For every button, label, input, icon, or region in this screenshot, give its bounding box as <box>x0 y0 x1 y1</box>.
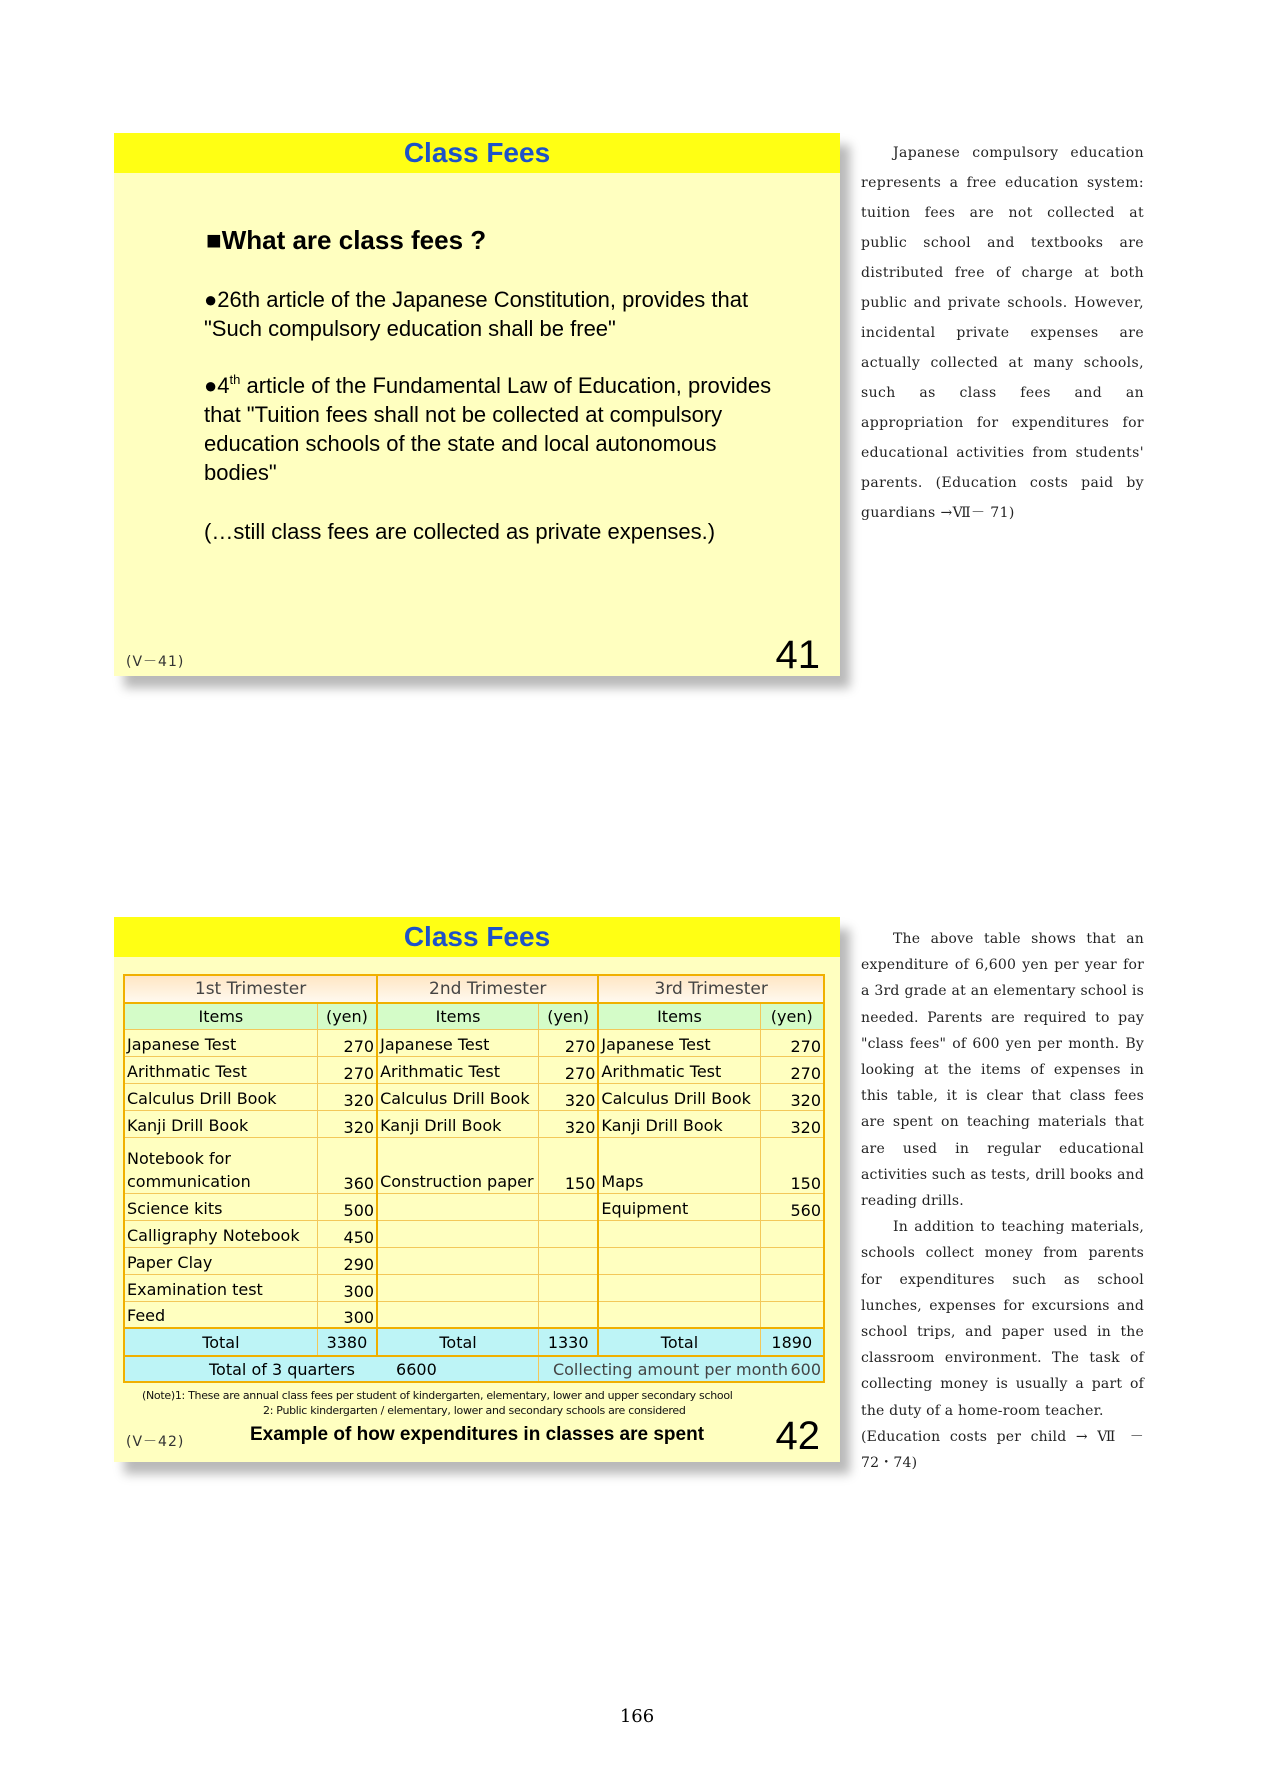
col-yen: (yen) <box>760 1003 824 1029</box>
cell-item: Calligraphy Notebook <box>124 1220 317 1247</box>
cell-amount: 360 <box>317 1137 377 1193</box>
cell-amount: 320 <box>760 1110 824 1137</box>
cell-amount: 270 <box>317 1029 377 1056</box>
cell-amount <box>538 1193 598 1220</box>
cell-amount: 320 <box>760 1083 824 1110</box>
side-text-1 <box>861 138 1144 528</box>
table-note-2: 2: Public kindergarten / elementary, lower and secondary schools are considered <box>263 1404 686 1417</box>
cell-item: Equipment <box>598 1193 760 1220</box>
cell-item: Kanji Drill Book <box>377 1110 538 1137</box>
cell-amount: 320 <box>538 1083 598 1110</box>
table-row <box>124 1110 824 1137</box>
slide-number: 41 <box>775 633 820 677</box>
cell-amount <box>760 1247 824 1274</box>
table-row <box>124 1301 824 1328</box>
cell-item <box>598 1274 760 1301</box>
slide-reference: (V－41) <box>126 654 185 670</box>
cell-item <box>598 1247 760 1274</box>
cell-item: Notebook for communication <box>124 1137 317 1193</box>
slide-number: 42 <box>775 1414 820 1458</box>
cell-amount: 320 <box>317 1083 377 1110</box>
cell-amount: 270 <box>538 1056 598 1083</box>
side-paragraph: The above table shows that an expenditure of 6,600 yen per year for a 3rd grade at an elementary school is needed. Parents are required to pay "class fees" of 600 yen per month. By looking at the items of expenses in this table, it is clear that class fees are spent on teaching materials that are used in regular educational activities such as tests, drill books and reading drills. <box>861 931 1144 1210</box>
slide-41 <box>114 133 840 676</box>
cell-item: Arithmatic Test <box>598 1056 760 1083</box>
trimester-1-header: 1st Trimester <box>124 975 377 1003</box>
cell-amount <box>760 1301 824 1328</box>
table-row <box>124 1247 824 1274</box>
table-row <box>124 1083 824 1110</box>
cell-item: Kanji Drill Book <box>124 1110 317 1137</box>
cell-amount: 450 <box>317 1220 377 1247</box>
cell-item: Japanese Test <box>598 1029 760 1056</box>
table-row <box>124 1056 824 1083</box>
cell-item: Kanji Drill Book <box>598 1110 760 1137</box>
cell-amount: 560 <box>760 1193 824 1220</box>
trimester-row <box>124 975 824 1003</box>
slide-title: Class Fees <box>403 137 551 168</box>
cell-item: Calculus Drill Book <box>124 1083 317 1110</box>
bullet-private-expenses: (…still class fees are collected as private expenses.) <box>204 519 716 544</box>
monthly-value: 600 <box>790 1359 821 1379</box>
cell-amount: 300 <box>317 1301 377 1328</box>
cell-amount: 150 <box>760 1137 824 1193</box>
class-fees-table <box>123 974 825 1383</box>
column-header-row <box>124 1003 824 1029</box>
cell-amount: 150 <box>538 1137 598 1193</box>
cell-item: Construction paper <box>377 1137 538 1193</box>
table-row <box>124 1220 824 1247</box>
cell-item <box>377 1274 538 1301</box>
side-text-2 <box>861 926 1144 1476</box>
total-row <box>124 1328 824 1356</box>
cell-item <box>377 1247 538 1274</box>
cell-item <box>377 1193 538 1220</box>
cell-item: Calculus Drill Book <box>377 1083 538 1110</box>
grand-total-row <box>124 1356 824 1382</box>
slide-header <box>114 917 840 957</box>
total-label: Total <box>377 1328 538 1356</box>
cell-amount: 320 <box>538 1110 598 1137</box>
col-items: Items <box>124 1003 317 1029</box>
grand-total-label: Total of 3 quarters <box>209 1359 355 1379</box>
ordinal-suffix: th <box>229 372 241 387</box>
cell-item <box>377 1301 538 1328</box>
table-note-1: (Note)1: These are annual class fees per student of kindergarten, elementary, lower and upper secondary school <box>142 1389 733 1402</box>
page-number: 166 <box>619 1706 655 1727</box>
table-body <box>124 975 824 1382</box>
total-value: 1890 <box>760 1328 824 1356</box>
cell-amount <box>538 1220 598 1247</box>
trimester-2-header: 2nd Trimester <box>377 975 598 1003</box>
bullet-text: article of the Fundamental Law of Education, provides that "Tuition fees shall not be collected at compulsory education schools of the state and local autonomous bodies" <box>204 373 772 485</box>
cell-item: Japanese Test <box>124 1029 317 1056</box>
cell-amount <box>538 1301 598 1328</box>
cell-amount <box>760 1274 824 1301</box>
slide-header <box>114 133 840 173</box>
cell-amount <box>760 1220 824 1247</box>
side-paragraph: In addition to teaching materials, schools collect money from parents for expenditures such as school lunches, expenses for excursions and school trips, and paper used in the classroom environment. The task of collecting money is usually a part of the duty of a home-room teacher. <box>861 1219 1144 1419</box>
table-row <box>124 1137 824 1193</box>
bullet-constitution: ●26th article of the Japanese Constitution, provides that "Such compulsory education shall be free" <box>204 287 749 341</box>
cell-amount: 290 <box>317 1247 377 1274</box>
cell-amount: 320 <box>317 1110 377 1137</box>
slide-42 <box>114 917 840 1462</box>
trimester-3-header: 3rd Trimester <box>598 975 824 1003</box>
cell-item <box>598 1220 760 1247</box>
col-items: Items <box>377 1003 538 1029</box>
slide-caption: Example of how expenditures in classes are spent <box>249 1424 705 1445</box>
bullet-fundamental-law <box>204 371 784 487</box>
slide-reference: (V－42) <box>126 1434 185 1450</box>
side-paragraph: (Education costs per child → Ⅶ － 72・74) <box>861 1428 1144 1472</box>
cell-amount: 270 <box>760 1029 824 1056</box>
cell-amount: 500 <box>317 1193 377 1220</box>
cell-item: Maps <box>598 1137 760 1193</box>
cell-item: Calculus Drill Book <box>598 1083 760 1110</box>
cell-item <box>598 1301 760 1328</box>
slide-title: Class Fees <box>403 921 551 952</box>
cell-item: Arithmatic Test <box>124 1056 317 1083</box>
slide-heading: ■What are class fees ? <box>206 225 487 255</box>
cell-item: Arithmatic Test <box>377 1056 538 1083</box>
cell-amount: 300 <box>317 1274 377 1301</box>
monthly-cell <box>538 1356 824 1382</box>
col-yen: (yen) <box>538 1003 598 1029</box>
cell-amount: 270 <box>317 1056 377 1083</box>
total-value: 1330 <box>538 1328 598 1356</box>
grand-total-cell <box>124 1356 538 1382</box>
table-row <box>124 1274 824 1301</box>
cell-amount: 270 <box>538 1029 598 1056</box>
bullet-prefix: ●4 <box>204 373 230 398</box>
cell-amount <box>538 1274 598 1301</box>
col-items: Items <box>598 1003 760 1029</box>
total-label: Total <box>124 1328 317 1356</box>
cell-amount <box>538 1247 598 1274</box>
cell-item <box>377 1220 538 1247</box>
cell-item: Examination test <box>124 1274 317 1301</box>
monthly-label: Collecting amount per month <box>552 1359 788 1379</box>
cell-amount: 270 <box>760 1056 824 1083</box>
grand-total-value: 6600 <box>396 1359 437 1379</box>
cell-item: Science kits <box>124 1193 317 1220</box>
col-yen: (yen) <box>317 1003 377 1029</box>
total-value: 3380 <box>317 1328 377 1356</box>
total-label: Total <box>598 1328 760 1356</box>
cell-item: Paper Clay <box>124 1247 317 1274</box>
cell-item: Japanese Test <box>377 1029 538 1056</box>
side-paragraph: Japanese compulsory education represents a free education system: tuition fees are not collected at public school and textbooks are distributed free of charge at both public and private schools. However, incidental private expenses are actually collected at many schools, such as class fees and an appropriation for expenditures for educational activities from students' parents. (Education costs paid by guardians →Ⅶ－ 71) <box>861 145 1144 521</box>
table-row <box>124 1029 824 1056</box>
cell-item: Feed <box>124 1301 317 1328</box>
table-row <box>124 1193 824 1220</box>
